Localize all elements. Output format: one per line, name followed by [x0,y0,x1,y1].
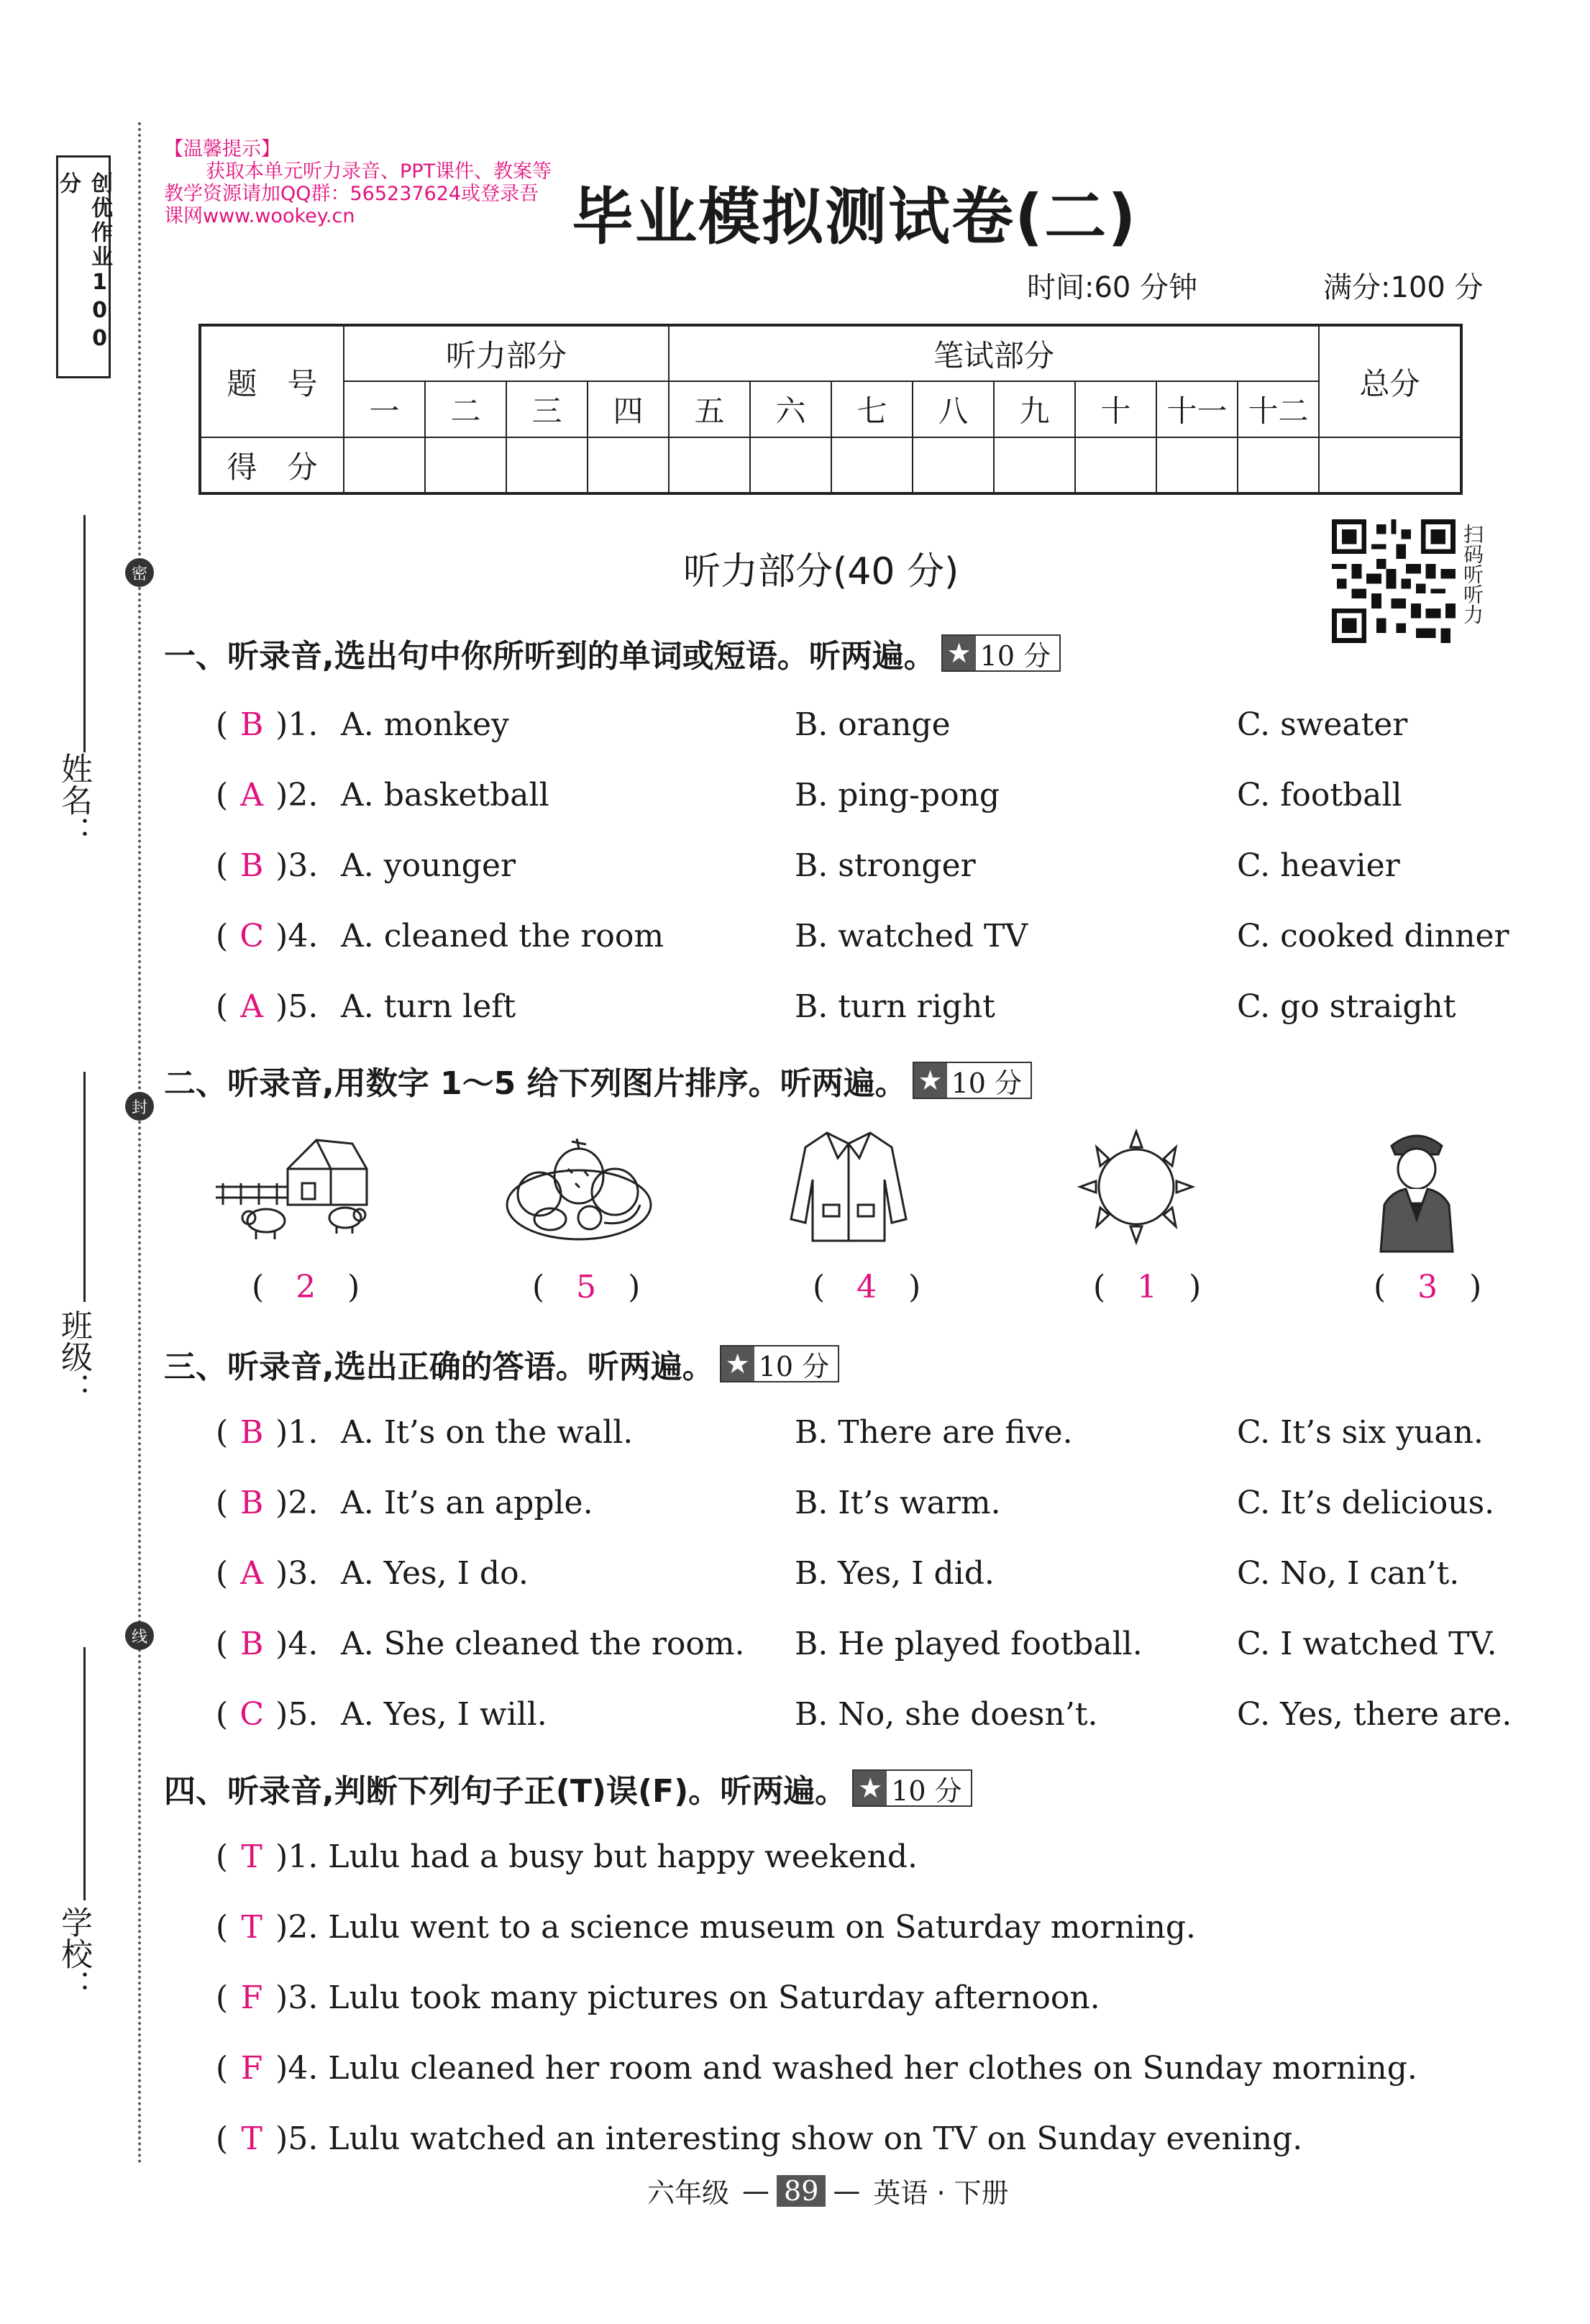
star-icon: ★ [943,636,976,670]
question-number: 二 [425,381,506,437]
option-b: B. He played football. [795,1626,1143,1662]
answer-value: B [240,706,264,743]
item-number: )1. [275,706,319,743]
footer-grade: 六年级 [647,2177,730,2209]
option-c: C. go straight [1237,988,1456,1025]
option-c: C. No, I can’t. [1237,1555,1460,1592]
section-title: 听力部分(40 分) [683,550,959,593]
statement: )1. Lulu had a busy but happy weekend. [275,1838,918,1875]
option-b: B. Yes, I did. [795,1555,995,1592]
question-number: 八 [913,381,994,437]
statement: )3. Lulu took many pictures on Saturday afternoon. [275,1979,1100,2016]
answer-value: F [240,1979,263,2016]
points-text: 10 分 [758,1350,830,1382]
score-cell[interactable] [1156,437,1238,493]
answer-slot: ( C )5. [216,1693,318,1736]
answer-slot: ( B )3. [216,844,318,888]
tf-item: ( T )5. Lulu watched an interesting show on TV on Sunday evening. [216,2118,1302,2161]
answer-value: T [241,1909,262,1946]
answer-value: B [240,1414,264,1451]
option-c: C. It’s delicious. [1237,1485,1495,1521]
part1-heading [164,630,1061,676]
part1-heading-text: 一、听录音,选出句中你所听到的单词或短语。听两遍。 [164,638,936,675]
item-number: )2. [275,777,319,814]
option-c: C. cooked dinner [1237,918,1509,954]
answer-value: F [240,2050,263,2087]
class-label: 班级： [55,1309,92,1404]
points-text: 10 分 [979,639,1051,672]
item-number: )3. [275,1555,319,1592]
answer-slot: ( A )3. [216,1552,318,1595]
tf-item: ( F )3. Lulu took many pictures on Saturday afternoon. [216,1977,1100,2020]
answer-slot: ( B )2. [216,1482,318,1525]
item-number: )1. [275,1414,319,1451]
row-label-number: 题 号 [200,325,344,437]
question-number: 六 [750,381,831,437]
picture-answer-value: 1 [1137,1269,1158,1305]
option-a: A. cleaned the room [341,918,664,954]
item-number: )4. [275,1626,319,1662]
answer-slot: ( B )4. [216,1623,318,1666]
picture-answer-value: 4 [856,1269,877,1305]
item-number: )4. [275,918,319,954]
part2-heading [164,1057,1032,1103]
score-cell[interactable] [669,437,750,493]
answer-value: A [240,777,264,814]
option-a: A. Yes, I do. [341,1555,529,1592]
option-b: B. stronger [795,847,976,884]
page-title: 毕业模拟测试卷(二) [572,181,1138,253]
answer-slot: ( C )4. [216,915,318,958]
jacket-icon [784,1126,913,1248]
option-a: A. She cleaned the room. [341,1626,745,1662]
item-number: )2. [275,1485,319,1521]
option-a: A. younger [341,847,516,884]
name-label: 姓名： [55,752,92,847]
part3-heading-text: 三、听录音,选出正确的答语。听两遍。 [164,1349,714,1385]
question-number: 七 [831,381,913,437]
brand-text: 创优作业100分 [55,172,112,354]
footer-subject: 英语 · 下册 [873,2177,1009,2209]
picture-answer: ( 4 ) [813,1269,921,1305]
score-cell[interactable] [506,437,588,493]
option-b: B. There are five. [795,1414,1073,1451]
picture-answer-value: 3 [1417,1269,1438,1305]
school-label: 学校： [55,1906,92,2001]
police-officer-icon [1366,1126,1467,1255]
farm-icon [209,1126,374,1248]
score-cell[interactable] [344,437,425,493]
tip-heading: 【温馨提示】 [164,138,280,160]
score-cell[interactable] [994,437,1075,493]
time-limit: 时间:60 分钟 [1027,271,1198,304]
option-a: A. It’s on the wall. [341,1414,634,1451]
option-a: A. It’s an apple. [341,1485,593,1521]
qr-label: 扫码听听力 [1461,524,1484,624]
qr-code-icon[interactable] [1332,519,1456,643]
part4-heading-text: 四、听录音,判断下列句子正(T)误(F)。听两遍。 [164,1773,847,1810]
total-score-cell[interactable] [1319,437,1461,493]
tip-body: 获取本单元听力录音、PPT课件、教案等教学资源请加QQ群：565237624或登录吾课网www.wookey.cn [164,160,552,227]
points-text: 10 分 [891,1774,962,1807]
fruit-plate-icon [496,1126,662,1248]
answer-value: B [240,847,264,884]
question-number: 十一 [1156,381,1238,437]
answer-value: B [240,1626,264,1662]
item-number: )5. [275,1696,319,1733]
option-a: A. monkey [341,706,509,743]
seal-dotted-line [138,122,141,2165]
points-badge [941,634,1061,672]
points-badge [720,1345,839,1382]
question-number: 十 [1075,381,1156,437]
score-cell[interactable] [1075,437,1156,493]
answer-slot: ( B )1. [216,1411,318,1454]
picture-answer-value: 5 [576,1269,597,1305]
tf-item: ( T )1. Lulu had a busy but happy weekend. [216,1836,918,1879]
star-icon: ★ [914,1063,947,1098]
score-cell[interactable] [831,437,913,493]
question-number: 九 [994,381,1075,437]
seal-mark: 封 [125,1092,154,1121]
name-write-line[interactable] [83,515,86,752]
option-a: A. turn left [341,988,516,1025]
picture-answer: ( 2 ) [252,1269,360,1305]
question-number: 十二 [1238,381,1319,437]
statement: )2. Lulu went to a science museum on Saturday morning. [275,1909,1197,1946]
part3-heading [164,1341,839,1387]
question-number: 一 [344,381,425,437]
item-number: )3. [275,847,319,884]
option-c: C. heavier [1237,847,1400,884]
picture-answer: ( 5 ) [532,1269,641,1305]
seal-mark: 线 [125,1621,154,1650]
answer-slot: ( A )5. [216,985,318,1029]
answer-value: C [239,1696,264,1733]
picture-answer: ( 3 ) [1374,1269,1482,1305]
option-b: B. turn right [795,988,995,1025]
option-b: B. orange [795,706,951,743]
listening-header: 听力部分 [344,325,669,381]
picture-answer: ( 1 ) [1093,1269,1202,1305]
option-c: C. football [1237,777,1402,814]
star-icon: ★ [854,1771,887,1805]
answer-value: T [241,1838,262,1875]
score-cell[interactable] [913,437,994,493]
score-cell[interactable] [588,437,669,493]
row-label-score: 得 分 [200,437,344,493]
question-number: 五 [669,381,750,437]
option-b: B. ping-pong [795,777,1000,814]
school-write-line[interactable] [83,1647,86,1900]
question-number: 三 [506,381,588,437]
points-badge [913,1062,1032,1099]
page-number: 89 [777,2175,826,2207]
score-cell[interactable] [425,437,506,493]
option-c: C. Yes, there are. [1237,1696,1512,1733]
answer-value: A [240,988,264,1025]
option-b: B. watched TV [795,918,1028,954]
sun-icon [1064,1126,1208,1248]
part2-heading-text: 二、听录音,用数字 1～5 给下列图片排序。听两遍。 [164,1065,907,1102]
option-c: C. It’s six yuan. [1237,1414,1484,1451]
tip-box [164,138,552,227]
answer-value: C [239,918,264,954]
answer-slot: ( A )2. [216,774,318,817]
answer-value: T [241,2120,262,2157]
statement: )5. Lulu watched an interesting show on TV on Sunday evening. [275,2120,1303,2157]
class-write-line[interactable] [83,1072,86,1302]
star-icon: ★ [721,1346,754,1381]
option-c: C. I watched TV. [1237,1626,1497,1662]
brand-box [56,155,111,378]
statement: )4. Lulu cleaned her room and washed her clothes on Sunday morning. [275,2050,1417,2087]
option-c: C. sweater [1237,706,1408,743]
option-a: A. Yes, I will. [341,1696,547,1733]
answer-value: B [240,1485,264,1521]
score-table [198,324,1463,495]
option-b: B. No, she doesn’t. [795,1696,1098,1733]
points-text: 10 分 [951,1067,1023,1099]
item-number: )5. [275,988,319,1025]
picture-answer-value: 2 [296,1269,316,1305]
points-badge [852,1769,972,1807]
full-score: 满分:100 分 [1323,271,1484,304]
page-footer: 六年级 — 89 — 英语 · 下册 [647,2171,1009,2210]
total-header: 总分 [1319,325,1461,437]
answer-slot: ( B )1. [216,703,318,747]
seal-mark: 密 [125,558,154,587]
tf-item: ( T )2. Lulu went to a science museum on Saturday morning. [216,1906,1196,1949]
score-cell[interactable] [1238,437,1319,493]
part4-heading [164,1765,972,1811]
score-cell[interactable] [750,437,831,493]
tf-item: ( F )4. Lulu cleaned her room and washed her clothes on Sunday morning. [216,2047,1417,2090]
option-a: A. basketball [341,777,549,814]
option-b: B. It’s warm. [795,1485,1001,1521]
writing-header: 笔试部分 [669,325,1319,381]
question-number: 四 [588,381,669,437]
answer-value: A [240,1555,264,1592]
